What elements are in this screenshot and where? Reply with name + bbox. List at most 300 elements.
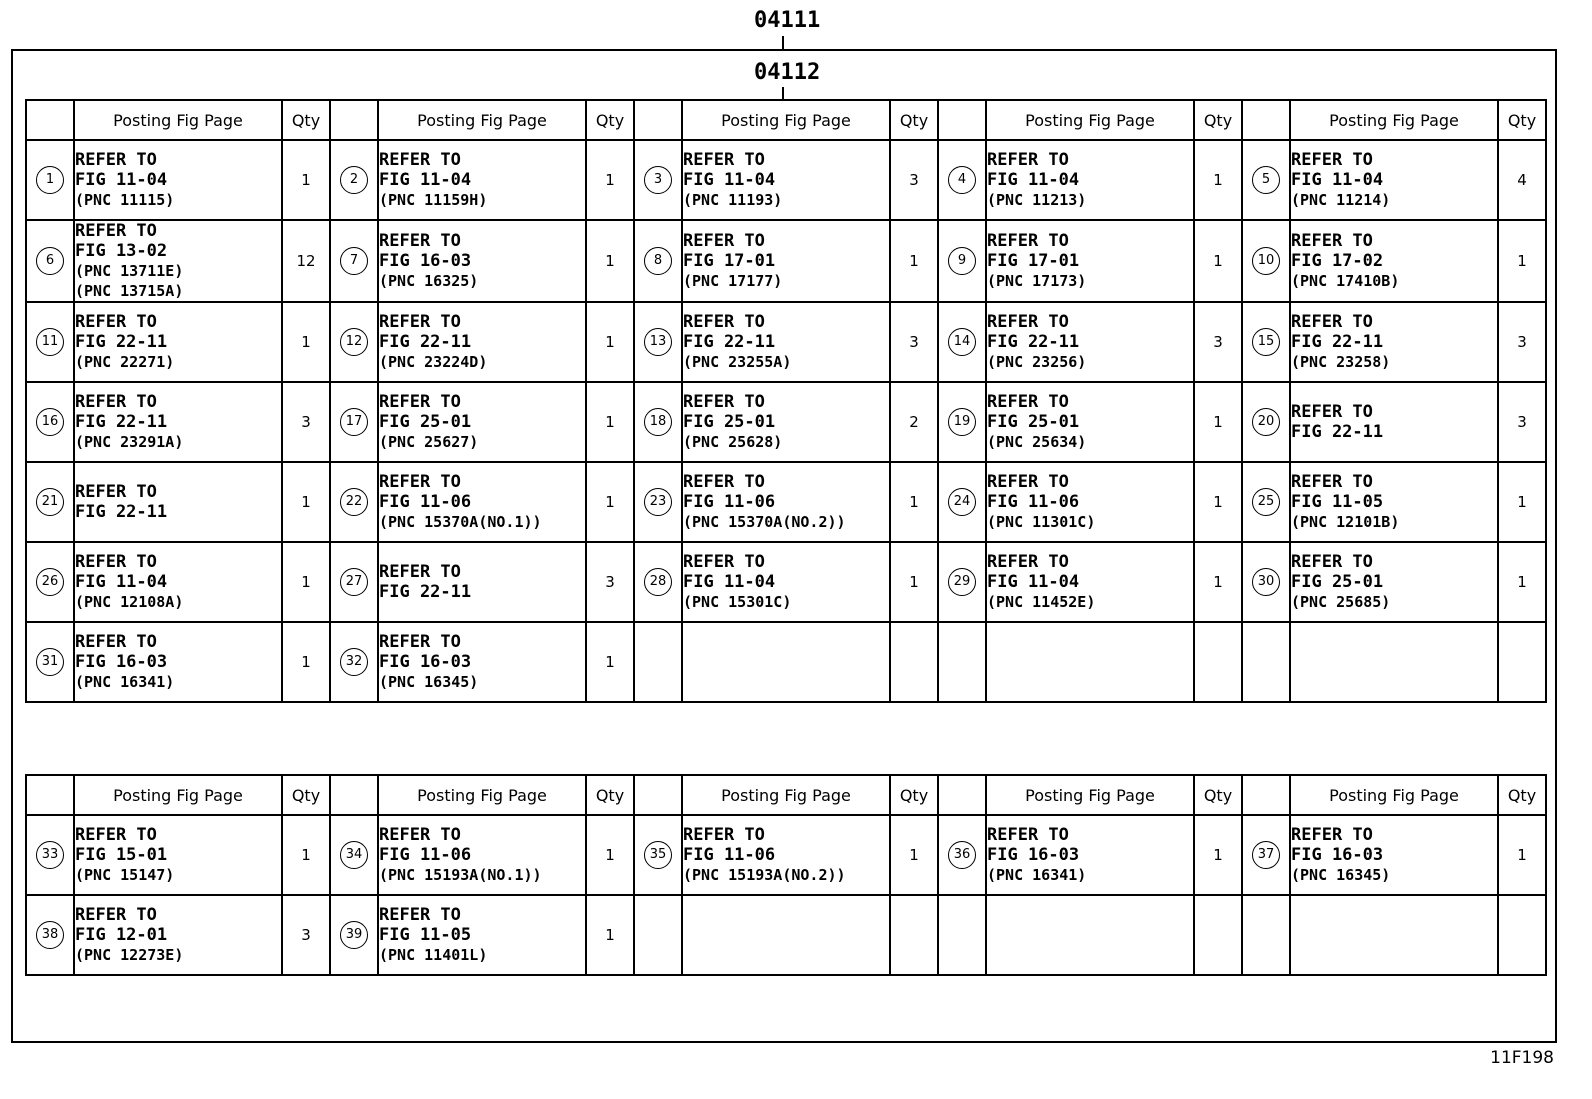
- item-number-cell: [26, 382, 74, 462]
- fig-reference: FIG 22-11: [75, 502, 168, 522]
- reference-cell: [986, 140, 1194, 220]
- fig-reference: FIG 17-01: [683, 251, 776, 271]
- header-blank: [330, 100, 378, 140]
- qty-cell: 1: [586, 140, 634, 220]
- item-number-cell: [26, 622, 74, 702]
- item-number-cell: [938, 622, 986, 702]
- item-number-cell: [634, 622, 682, 702]
- header-qty: Qty: [1194, 775, 1242, 815]
- item-number-badge: 15: [1252, 328, 1280, 356]
- qty-cell: 1: [1194, 382, 1242, 462]
- fig-reference: FIG 11-06: [683, 492, 776, 512]
- pnc-reference: (PNC 25634): [987, 433, 1087, 451]
- item-number-badge: 16: [36, 408, 64, 436]
- qty-cell: 3: [1498, 302, 1546, 382]
- refer-to-label: REFER TO: [987, 825, 1069, 845]
- header-blank: [26, 775, 74, 815]
- item-number-badge: 30: [1252, 568, 1280, 596]
- reference-cell: [682, 622, 890, 702]
- item-number-badge: 19: [948, 408, 976, 436]
- header-blank: [1242, 100, 1290, 140]
- reference-cell: [986, 302, 1194, 382]
- refer-to-label: REFER TO: [987, 150, 1069, 170]
- item-number-cell: [938, 302, 986, 382]
- item-number-badge: 1: [36, 166, 64, 194]
- fig-reference: FIG 17-02: [1291, 251, 1384, 271]
- qty-cell: 1: [1194, 815, 1242, 895]
- qty-cell: 1: [890, 220, 938, 302]
- fig-reference: FIG 13-02: [75, 241, 168, 261]
- qty-cell: [1194, 622, 1242, 702]
- qty-cell: 1: [586, 895, 634, 975]
- refer-to-label: REFER TO: [75, 221, 157, 241]
- pnc-reference: (PNC 16325): [379, 272, 479, 290]
- qty-cell: 1: [1194, 542, 1242, 622]
- item-number-badge: 8: [644, 247, 672, 275]
- item-number-badge: 38: [36, 921, 64, 949]
- fig-reference: FIG 22-11: [1291, 422, 1384, 442]
- pnc-reference: (PNC 15370A(NO.2)): [683, 513, 846, 531]
- item-number-cell: [1242, 542, 1290, 622]
- fig-reference: FIG 16-03: [379, 652, 472, 672]
- header-posting-fig-page: Posting Fig Page: [986, 100, 1194, 140]
- sub-code: 04112: [754, 60, 821, 85]
- qty-cell: [890, 895, 938, 975]
- fig-reference: FIG 11-06: [683, 845, 776, 865]
- header-qty: Qty: [1498, 100, 1546, 140]
- refer-to-label: REFER TO: [987, 231, 1069, 251]
- item-number-badge: 37: [1252, 841, 1280, 869]
- qty-cell: 1: [890, 542, 938, 622]
- refer-to-label: REFER TO: [1291, 472, 1373, 492]
- fig-reference: FIG 22-11: [75, 332, 168, 352]
- reference-cell: [1290, 815, 1498, 895]
- item-number-badge: 25: [1252, 488, 1280, 516]
- item-number-cell: [330, 382, 378, 462]
- table-row: [26, 462, 1546, 542]
- refer-to-label: REFER TO: [75, 150, 157, 170]
- refer-to-label: REFER TO: [75, 312, 157, 332]
- qty-cell: [1498, 895, 1546, 975]
- qty-cell: 3: [586, 542, 634, 622]
- pnc-reference: (PNC 17410B): [1291, 272, 1400, 290]
- fig-reference: FIG 16-03: [987, 845, 1080, 865]
- pnc-reference: (PNC 11115): [75, 191, 175, 209]
- refer-to-label: REFER TO: [379, 231, 461, 251]
- figure-code: 11F198: [1490, 1048, 1554, 1068]
- item-number-cell: [1242, 140, 1290, 220]
- fig-reference: FIG 22-11: [379, 582, 472, 602]
- item-number-cell: [938, 815, 986, 895]
- reference-cell: [1290, 462, 1498, 542]
- refer-to-label: REFER TO: [987, 472, 1069, 492]
- pnc-reference: (PNC 16345): [379, 673, 479, 691]
- qty-cell: 1: [282, 302, 330, 382]
- qty-cell: [1498, 622, 1546, 702]
- top-code: 04111: [754, 8, 821, 33]
- reference-cell: [1290, 382, 1498, 462]
- qty-cell: 1: [1194, 462, 1242, 542]
- pnc-reference: (PNC 11159H): [379, 191, 488, 209]
- item-number-cell: [938, 382, 986, 462]
- reference-cell: [1290, 302, 1498, 382]
- top-code-tick: [782, 36, 784, 50]
- fig-reference: FIG 11-04: [987, 170, 1080, 190]
- fig-reference: FIG 22-11: [987, 332, 1080, 352]
- header-qty: Qty: [282, 775, 330, 815]
- pnc-reference: (PNC 17173): [987, 272, 1087, 290]
- pnc-reference: (PNC 11214): [1291, 191, 1391, 209]
- table-row: [26, 815, 1546, 895]
- reference-cell: [1290, 895, 1498, 975]
- header-qty: Qty: [282, 100, 330, 140]
- header-qty: Qty: [586, 775, 634, 815]
- qty-cell: 1: [1498, 542, 1546, 622]
- refer-to-label: REFER TO: [987, 312, 1069, 332]
- pnc-reference: (PNC 15301C): [683, 593, 792, 611]
- fig-reference: FIG 17-01: [987, 251, 1080, 271]
- reference-cell: [378, 302, 586, 382]
- refer-to-label: REFER TO: [1291, 825, 1373, 845]
- pnc-reference: (PNC 25627): [379, 433, 479, 451]
- refer-to-label: REFER TO: [379, 392, 461, 412]
- header-row: [26, 775, 1546, 815]
- refer-to-label: REFER TO: [683, 392, 765, 412]
- reference-cell: [74, 462, 282, 542]
- header-posting-fig-page: Posting Fig Page: [1290, 100, 1498, 140]
- pnc-reference: (PNC 23224D): [379, 353, 488, 371]
- refer-to-label: REFER TO: [1291, 150, 1373, 170]
- refer-to-label: REFER TO: [379, 472, 461, 492]
- fig-reference: FIG 11-05: [379, 925, 472, 945]
- reference-table-1: [25, 99, 1547, 703]
- fig-reference: FIG 22-11: [75, 412, 168, 432]
- qty-cell: 1: [586, 622, 634, 702]
- header-blank: [26, 100, 74, 140]
- qty-cell: 1: [1194, 220, 1242, 302]
- pnc-reference: (PNC 23258): [1291, 353, 1391, 371]
- reference-cell: [74, 382, 282, 462]
- refer-to-label: REFER TO: [75, 392, 157, 412]
- fig-reference: FIG 15-01: [75, 845, 168, 865]
- refer-to-label: REFER TO: [75, 632, 157, 652]
- item-number-badge: 32: [340, 648, 368, 676]
- qty-cell: 3: [890, 302, 938, 382]
- item-number-badge: 31: [36, 648, 64, 676]
- item-number-cell: [330, 302, 378, 382]
- item-number-cell: [1242, 220, 1290, 302]
- qty-cell: 3: [282, 382, 330, 462]
- header-posting-fig-page: Posting Fig Page: [682, 100, 890, 140]
- item-number-badge: 29: [948, 568, 976, 596]
- header-posting-fig-page: Posting Fig Page: [378, 100, 586, 140]
- refer-to-label: REFER TO: [75, 552, 157, 572]
- item-number-cell: [634, 382, 682, 462]
- item-number-badge: 7: [340, 247, 368, 275]
- item-number-cell: [634, 302, 682, 382]
- pnc-reference: (PNC 25628): [683, 433, 783, 451]
- item-number-cell: [634, 220, 682, 302]
- pnc-reference: (PNC 11213): [987, 191, 1087, 209]
- qty-cell: 1: [586, 815, 634, 895]
- reference-cell: [986, 815, 1194, 895]
- item-number-badge: 26: [36, 568, 64, 596]
- item-number-badge: 10: [1252, 247, 1280, 275]
- item-number-cell: [330, 542, 378, 622]
- reference-cell: [682, 302, 890, 382]
- reference-cell: [986, 895, 1194, 975]
- fig-reference: FIG 11-05: [1291, 492, 1384, 512]
- fig-reference: FIG 16-03: [1291, 845, 1384, 865]
- item-number-cell: [26, 895, 74, 975]
- pnc-reference: (PNC 11401L): [379, 946, 488, 964]
- qty-cell: 1: [586, 462, 634, 542]
- pnc-reference: (PNC 11301C): [987, 513, 1096, 531]
- item-number-cell: [330, 895, 378, 975]
- header-posting-fig-page: Posting Fig Page: [682, 775, 890, 815]
- header-blank: [1242, 775, 1290, 815]
- reference-cell: [74, 815, 282, 895]
- pnc-reference: (PNC 16341): [75, 673, 175, 691]
- reference-cell: [1290, 622, 1498, 702]
- refer-to-label: REFER TO: [379, 312, 461, 332]
- refer-to-label: REFER TO: [75, 482, 157, 502]
- header-blank: [634, 100, 682, 140]
- item-number-cell: [330, 815, 378, 895]
- item-number-cell: [330, 140, 378, 220]
- item-number-badge: 28: [644, 568, 672, 596]
- reference-cell: [682, 140, 890, 220]
- header-blank: [938, 775, 986, 815]
- fig-reference: FIG 22-11: [379, 332, 472, 352]
- item-number-badge: 27: [340, 568, 368, 596]
- refer-to-label: REFER TO: [379, 150, 461, 170]
- qty-cell: 1: [1498, 815, 1546, 895]
- fig-reference: FIG 11-04: [683, 572, 776, 592]
- qty-cell: 1: [890, 815, 938, 895]
- qty-cell: 1: [282, 622, 330, 702]
- qty-cell: 1: [282, 462, 330, 542]
- header-posting-fig-page: Posting Fig Page: [74, 775, 282, 815]
- refer-to-label: REFER TO: [987, 392, 1069, 412]
- refer-to-label: REFER TO: [379, 562, 461, 582]
- refer-to-label: REFER TO: [75, 905, 157, 925]
- item-number-badge: 36: [948, 841, 976, 869]
- pnc-reference: (PNC 25685): [1291, 593, 1391, 611]
- item-number-badge: 12: [340, 328, 368, 356]
- item-number-badge: 39: [340, 921, 368, 949]
- table-row: [26, 895, 1546, 975]
- header-blank: [330, 775, 378, 815]
- reference-cell: [378, 815, 586, 895]
- item-number-badge: 21: [36, 488, 64, 516]
- item-number-cell: [26, 462, 74, 542]
- table-row: [26, 622, 1546, 702]
- pnc-reference: (PNC 11452E): [987, 593, 1096, 611]
- pnc-reference: (PNC 12273E): [75, 946, 184, 964]
- fig-reference: FIG 11-04: [1291, 170, 1384, 190]
- qty-cell: 1: [282, 542, 330, 622]
- qty-cell: 1: [282, 140, 330, 220]
- refer-to-label: REFER TO: [379, 632, 461, 652]
- fig-reference: FIG 16-03: [75, 652, 168, 672]
- reference-cell: [1290, 140, 1498, 220]
- reference-cell: [1290, 542, 1498, 622]
- item-number-cell: [1242, 302, 1290, 382]
- item-number-badge: 18: [644, 408, 672, 436]
- refer-to-label: REFER TO: [683, 472, 765, 492]
- item-number-badge: 23: [644, 488, 672, 516]
- reference-cell: [378, 382, 586, 462]
- refer-to-label: REFER TO: [683, 231, 765, 251]
- refer-to-label: REFER TO: [379, 905, 461, 925]
- fig-reference: FIG 25-01: [379, 412, 472, 432]
- qty-cell: 3: [890, 140, 938, 220]
- qty-cell: [890, 622, 938, 702]
- reference-cell: [986, 462, 1194, 542]
- reference-cell: [682, 815, 890, 895]
- fig-reference: FIG 11-04: [683, 170, 776, 190]
- table-row: [26, 140, 1546, 220]
- fig-reference: FIG 25-01: [987, 412, 1080, 432]
- reference-cell: [378, 542, 586, 622]
- refer-to-label: REFER TO: [1291, 402, 1373, 422]
- item-number-cell: [1242, 382, 1290, 462]
- refer-to-label: REFER TO: [683, 552, 765, 572]
- item-number-cell: [634, 462, 682, 542]
- pnc-reference: (PNC 12101B): [1291, 513, 1400, 531]
- refer-to-label: REFER TO: [683, 150, 765, 170]
- refer-to-label: REFER TO: [683, 825, 765, 845]
- qty-cell: 1: [1498, 462, 1546, 542]
- qty-cell: 1: [1194, 140, 1242, 220]
- refer-to-label: REFER TO: [1291, 312, 1373, 332]
- fig-reference: FIG 25-01: [1291, 572, 1384, 592]
- qty-cell: [1194, 895, 1242, 975]
- reference-cell: [986, 622, 1194, 702]
- refer-to-label: REFER TO: [1291, 552, 1373, 572]
- item-number-cell: [330, 622, 378, 702]
- item-number-badge: 34: [340, 841, 368, 869]
- header-qty: Qty: [1498, 775, 1546, 815]
- fig-reference: FIG 11-04: [379, 170, 472, 190]
- reference-cell: [986, 382, 1194, 462]
- reference-cell: [682, 895, 890, 975]
- pnc-reference: (PNC 11193): [683, 191, 783, 209]
- pnc-reference: (PNC 12108A): [75, 593, 184, 611]
- item-number-cell: [26, 220, 74, 302]
- reference-cell: [74, 622, 282, 702]
- pnc-reference: (PNC 23256): [987, 353, 1087, 371]
- fig-reference: FIG 11-04: [987, 572, 1080, 592]
- fig-reference: FIG 11-04: [75, 572, 168, 592]
- item-number-badge: 35: [644, 841, 672, 869]
- qty-cell: 3: [1194, 302, 1242, 382]
- item-number-cell: [634, 140, 682, 220]
- item-number-cell: [634, 542, 682, 622]
- item-number-badge: 22: [340, 488, 368, 516]
- item-number-badge: 33: [36, 841, 64, 869]
- qty-cell: 1: [586, 220, 634, 302]
- item-number-badge: 13: [644, 328, 672, 356]
- qty-cell: 3: [1498, 382, 1546, 462]
- reference-cell: [74, 302, 282, 382]
- reference-cell: [986, 542, 1194, 622]
- item-number-cell: [330, 462, 378, 542]
- refer-to-label: REFER TO: [987, 552, 1069, 572]
- item-number-badge: 11: [36, 328, 64, 356]
- item-number-badge: 14: [948, 328, 976, 356]
- reference-cell: [378, 220, 586, 302]
- header-blank: [938, 100, 986, 140]
- item-number-cell: [938, 542, 986, 622]
- item-number-cell: [1242, 462, 1290, 542]
- refer-to-label: REFER TO: [683, 312, 765, 332]
- item-number-cell: [1242, 622, 1290, 702]
- qty-cell: 12: [282, 220, 330, 302]
- item-number-badge: 9: [948, 247, 976, 275]
- item-number-cell: [634, 895, 682, 975]
- pnc-reference: (PNC 17177): [683, 272, 783, 290]
- item-number-cell: [938, 462, 986, 542]
- pnc-reference: (PNC 13711E): [75, 262, 184, 280]
- reference-cell: [682, 382, 890, 462]
- fig-reference: FIG 11-06: [379, 492, 472, 512]
- pnc-reference: (PNC 15193A(NO.2)): [683, 866, 846, 884]
- item-number-badge: 24: [948, 488, 976, 516]
- header-blank: [634, 775, 682, 815]
- reference-cell: [378, 895, 586, 975]
- header-posting-fig-page: Posting Fig Page: [986, 775, 1194, 815]
- item-number-badge: 6: [36, 247, 64, 275]
- item-number-cell: [26, 140, 74, 220]
- item-number-cell: [1242, 895, 1290, 975]
- pnc-reference: (PNC 23255A): [683, 353, 792, 371]
- item-number-badge: 3: [644, 166, 672, 194]
- pnc-reference: (PNC 15147): [75, 866, 175, 884]
- table-row: [26, 382, 1546, 462]
- reference-cell: [986, 220, 1194, 302]
- fig-reference: FIG 22-11: [1291, 332, 1384, 352]
- fig-reference: FIG 22-11: [683, 332, 776, 352]
- pnc-reference: (PNC 23291A): [75, 433, 184, 451]
- fig-reference: FIG 16-03: [379, 251, 472, 271]
- pnc-reference: (PNC 22271): [75, 353, 175, 371]
- header-qty: Qty: [890, 100, 938, 140]
- item-number-cell: [26, 302, 74, 382]
- reference-cell: [682, 220, 890, 302]
- reference-cell: [74, 542, 282, 622]
- header-posting-fig-page: Posting Fig Page: [378, 775, 586, 815]
- pnc-reference: (PNC 16341): [987, 866, 1087, 884]
- header-qty: Qty: [1194, 100, 1242, 140]
- item-number-cell: [938, 140, 986, 220]
- item-number-badge: 4: [948, 166, 976, 194]
- header-posting-fig-page: Posting Fig Page: [1290, 775, 1498, 815]
- qty-cell: 1: [1498, 220, 1546, 302]
- item-number-cell: [634, 815, 682, 895]
- fig-reference: FIG 25-01: [683, 412, 776, 432]
- qty-cell: 3: [282, 895, 330, 975]
- pnc-reference: (PNC 15193A(NO.1)): [379, 866, 542, 884]
- item-number-cell: [938, 220, 986, 302]
- reference-cell: [1290, 220, 1498, 302]
- qty-cell: 1: [586, 382, 634, 462]
- item-number-cell: [26, 815, 74, 895]
- table-row: [26, 542, 1546, 622]
- reference-cell: [378, 462, 586, 542]
- refer-to-label: REFER TO: [75, 825, 157, 845]
